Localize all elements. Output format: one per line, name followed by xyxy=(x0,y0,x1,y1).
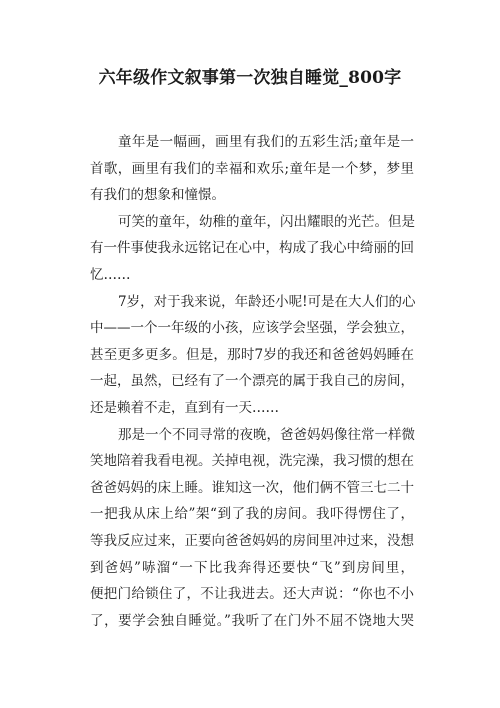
text-line: 等我反应过来，正要向爸爸妈妈的房间里冲过来，没想 xyxy=(90,532,414,549)
text-line: 7岁，对于我来说，年龄还小呢!可是在大人们的心 xyxy=(118,293,416,310)
text-line: 还是赖着不走，直到有一天…… xyxy=(90,399,279,416)
paragraph-3 xyxy=(90,289,414,422)
text-line: 童年是一幅画，画里有我们的五彩生活;童年是一 xyxy=(118,134,414,150)
text-line: 忆…… xyxy=(90,266,131,283)
text-line: 有我们的想象和憧憬。 xyxy=(90,187,225,204)
text-line: 可笑的童年，幼稚的童年，闪出耀眼的光芒。但是 xyxy=(118,213,415,230)
text-line: 首歌，画里有我们的幸福和欢乐;童年是一个梦，梦里 xyxy=(90,160,414,177)
text-line: 到爸妈”哧溜“一下比我奔得还要快“飞”到房间里， xyxy=(90,559,414,576)
text-line: 一起，虽然，已经有了一个漂亮的属于我自己的房间， xyxy=(90,373,414,390)
text-line: 一把我从床上给”架“到了我的房间。我吓得愣住了， xyxy=(90,506,414,523)
paragraph-1 xyxy=(90,129,414,209)
text-line: 爸爸妈妈的床上睡。谁知这一次，他们俩不管三七二十 xyxy=(90,479,414,496)
text-line: 便把门给锁住了，不让我进去。还大声说：“你也不小 xyxy=(90,586,414,603)
text-line: 了，要学会独自睡觉。”我听了在门外不屈不饶地大哭 xyxy=(90,612,414,629)
text-line: 有一件事使我永远铭记在心中，构成了我心中绮丽的回 xyxy=(90,240,414,257)
paragraph-4 xyxy=(90,422,414,635)
text-line: 笑地陪着我看电视。关掉电视，洗完澡，我习惯的想在 xyxy=(90,453,414,470)
text-line: 甚至更多更多。但是，那时7岁的我还和爸爸妈妈睡在 xyxy=(90,346,414,363)
text-line: 那是一个不同寻常的夜晚，爸爸妈妈像往常一样微 xyxy=(118,426,415,443)
document-body xyxy=(90,129,414,634)
document-title: 六年级作文叙事第一次独自睡觉_800字 xyxy=(98,68,402,88)
text-line: 中——一个一年级的小孩，应该学会坚强，学会独立， xyxy=(90,320,414,337)
paragraph-2 xyxy=(90,209,414,289)
